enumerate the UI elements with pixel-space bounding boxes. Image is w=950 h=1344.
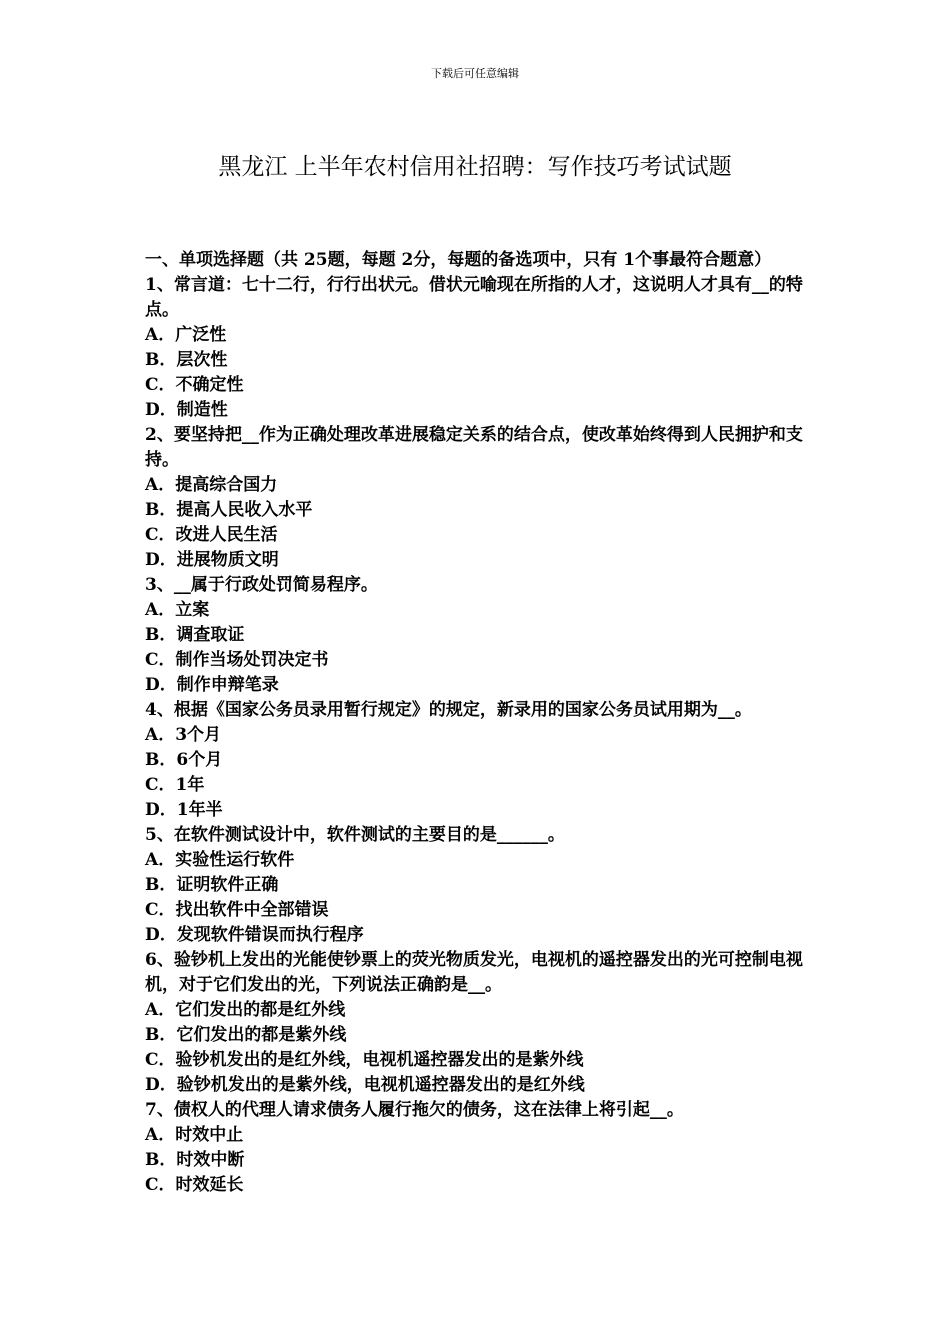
- exam-content: [145, 248, 817, 1198]
- question-option: B．调查取证: [145, 625, 245, 645]
- page-header-note: 下载后可任意编辑: [431, 67, 519, 80]
- question-option: B．提高人民收入水平: [145, 500, 313, 520]
- section-heading: 一、单项选择题（共 25题，每题 2分，每题的备选项中，只有 1个事最符合题意）: [145, 250, 772, 270]
- question-option: A．它们发出的都是红外线: [145, 1000, 346, 1020]
- question-stem: 4、根据《国家公务员录用暂行规定》的规定，新录用的国家公务员试用期为__。: [145, 700, 752, 720]
- question-option: A．3个月: [145, 725, 222, 745]
- question-stem: 7、债权人的代理人请求债务人履行拖欠的债务，这在法律上将引起__。: [145, 1100, 684, 1120]
- question-stem: 1、常言道：七十二行，行行出状元。借状元喻现在所指的人才，这说明人才具有__的特点。: [145, 275, 803, 320]
- question-option: B．证明软件正确: [145, 875, 279, 895]
- question-stem: 2、要坚持把__作为正确处理改革进展稳定关系的结合点，使改革始终得到人民拥护和支持。: [145, 425, 803, 470]
- question-option: D．进展物质文明: [145, 550, 279, 570]
- question-option: B．时效中断: [145, 1150, 245, 1170]
- question-option: C．制作当场处罚决定书: [145, 650, 329, 670]
- question-option: C．找出软件中全部错误: [145, 900, 329, 920]
- question-option: A．实验性运行软件: [145, 850, 295, 870]
- question-option: D．验钞机发出的是紫外线，电视机遥控器发出的是红外线: [145, 1075, 585, 1095]
- question-option: C．改进人民生活: [145, 525, 278, 545]
- question-option: A．时效中止: [145, 1125, 244, 1145]
- question-option: D．制作申辩笔录: [145, 675, 279, 695]
- question-option: B．层次性: [145, 350, 228, 370]
- document-title: 黑龙江 上半年农村信用社招聘：写作技巧考试试题: [218, 154, 732, 180]
- question-option: D．制造性: [145, 400, 228, 420]
- question-option: B．6个月: [145, 750, 223, 770]
- question-option: C．验钞机发出的是红外线，电视机遥控器发出的是紫外线: [145, 1050, 584, 1070]
- question-option: C．不确定性: [145, 375, 244, 395]
- question-option: A．立案: [145, 600, 210, 620]
- question-option: C．1年: [145, 775, 205, 795]
- question-option: A．广泛性: [145, 325, 227, 345]
- question-option: B．它们发出的都是紫外线: [145, 1025, 347, 1045]
- question-option: C．时效延长: [145, 1175, 244, 1195]
- question-option: A．提高综合国力: [145, 475, 278, 495]
- question-stem: 6、验钞机上发出的光能使钞票上的荧光物质发光，电视机的遥控器发出的光可控制电视机，对于它们发出的光，下列说法正确韵是__。: [145, 950, 803, 995]
- question-stem: 3、__属于行政处罚简易程序。: [145, 575, 378, 595]
- question-option: D．发现软件错误而执行程序: [145, 925, 364, 945]
- question-option: D．1年半: [145, 800, 223, 820]
- question-stem: 5、在软件测试设计中，软件测试的主要目的是______。: [145, 825, 565, 845]
